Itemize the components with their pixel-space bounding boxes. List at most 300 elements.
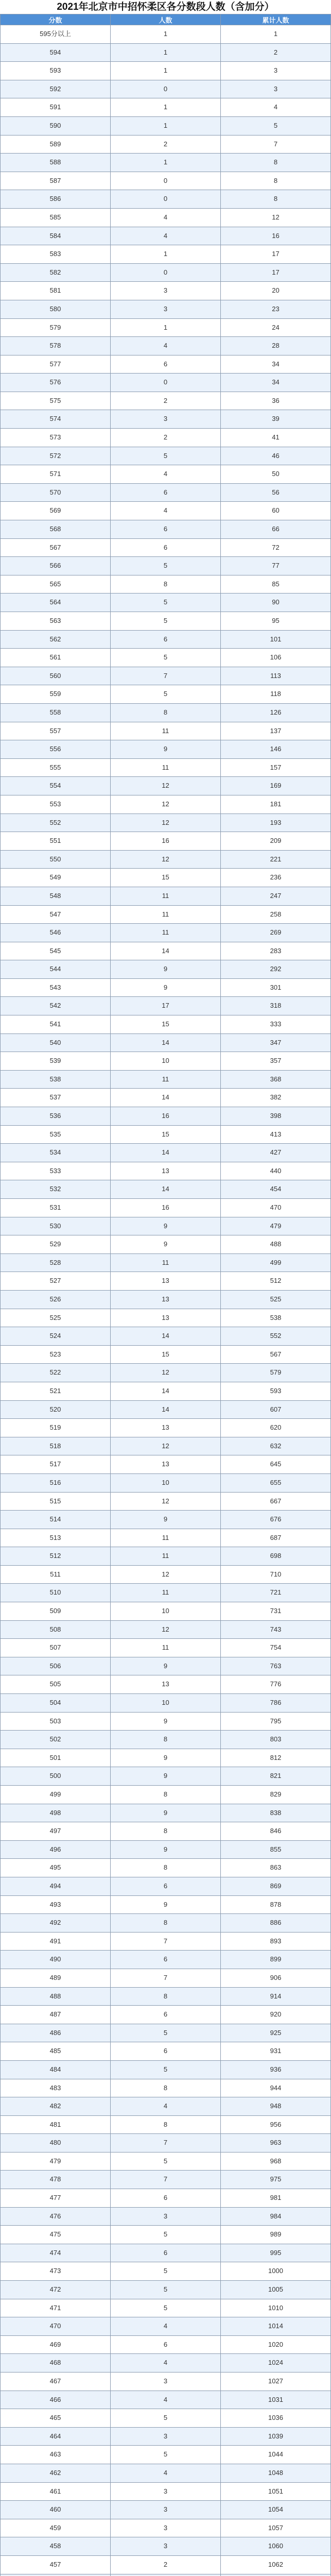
table-row xyxy=(1,2391,331,2409)
score-cell: 523 xyxy=(1,1345,111,1364)
table-row xyxy=(1,190,331,209)
cumulative-cell: 318 xyxy=(221,997,331,1015)
score-cell: 542 xyxy=(1,997,111,1015)
score-cell: 485 xyxy=(1,2042,111,2061)
cumulative-cell: 85 xyxy=(221,575,331,594)
table-row xyxy=(1,887,331,905)
table-row xyxy=(1,758,331,777)
score-cell: 530 xyxy=(1,1217,111,1235)
score-cell: 560 xyxy=(1,667,111,685)
table-row xyxy=(1,80,331,98)
score-cell: 545 xyxy=(1,942,111,960)
count-cell: 1 xyxy=(111,116,221,135)
cumulative-cell: 829 xyxy=(221,1786,331,1804)
score-cell xyxy=(1,2574,111,2576)
count-cell: 11 xyxy=(111,722,221,740)
cumulative-cell: 488 xyxy=(221,1235,331,1254)
table-row xyxy=(1,630,331,649)
score-cell: 534 xyxy=(1,1144,111,1162)
count-cell: 1 xyxy=(111,25,221,44)
cumulative-cell: 137 xyxy=(221,722,331,740)
count-cell: 2 xyxy=(111,429,221,447)
count-cell: 13 xyxy=(111,1455,221,1474)
table-row xyxy=(1,942,331,960)
cumulative-cell: 906 xyxy=(221,1969,331,1987)
cumulative-cell: 17 xyxy=(221,245,331,264)
table-row xyxy=(1,2262,331,2281)
score-cell: 594 xyxy=(1,43,111,62)
score-cell: 470 xyxy=(1,2317,111,2336)
cumulative-cell: 786 xyxy=(221,1694,331,1713)
score-cell: 553 xyxy=(1,795,111,814)
count-cell: 3 xyxy=(111,410,221,429)
cumulative-cell: 368 xyxy=(221,1070,331,1089)
cumulative-cell: 90 xyxy=(221,594,331,612)
score-cell: 500 xyxy=(1,1767,111,1786)
cumulative-cell: 1010 xyxy=(221,2299,331,2317)
count-cell: 12 xyxy=(111,1565,221,1584)
table-row xyxy=(1,1437,331,1455)
table-row xyxy=(1,2372,331,2391)
header-row xyxy=(1,14,331,25)
cumulative-cell: 795 xyxy=(221,1712,331,1731)
count-cell: 11 xyxy=(111,1253,221,1272)
count-cell: 5 xyxy=(111,2446,221,2464)
cumulative-cell: 846 xyxy=(221,1822,331,1841)
count-cell: 13 xyxy=(111,1290,221,1309)
cumulative-cell: 269 xyxy=(221,924,331,942)
cumulative-cell: 1048 xyxy=(221,2464,331,2482)
table-row xyxy=(1,43,331,62)
cumulative-cell: 236 xyxy=(221,869,331,887)
score-cell: 518 xyxy=(1,1437,111,1455)
table-row xyxy=(1,2042,331,2061)
table-row xyxy=(1,2244,331,2262)
score-cell: 478 xyxy=(1,2171,111,2189)
cumulative-cell: 1024 xyxy=(221,2354,331,2372)
cumulative-cell: 8 xyxy=(221,172,331,190)
count-cell: 6 xyxy=(111,2006,221,2024)
count-cell: 3 xyxy=(111,2501,221,2519)
cumulative-cell: 863 xyxy=(221,1859,331,1877)
count-cell: 6 xyxy=(111,2335,221,2354)
cumulative-cell: 66 xyxy=(221,520,331,539)
cumulative-cell: 427 xyxy=(221,1144,331,1162)
count-cell: 14 xyxy=(111,942,221,960)
count-cell: 5 xyxy=(111,2299,221,2317)
cumulative-cell: 193 xyxy=(221,814,331,832)
table-row xyxy=(1,2281,331,2299)
score-cell: 557 xyxy=(1,722,111,740)
cumulative-cell: 28 xyxy=(221,337,331,355)
table-row xyxy=(1,649,331,667)
count-cell: 11 xyxy=(111,1529,221,1547)
cumulative-cell: 538 xyxy=(221,1309,331,1327)
count-cell: 10 xyxy=(111,1694,221,1713)
count-cell: 5 xyxy=(111,594,221,612)
cumulative-cell: 776 xyxy=(221,1675,331,1694)
count-cell: 12 xyxy=(111,1492,221,1511)
count-cell: 3 xyxy=(111,300,221,318)
score-cell: 595分以上 xyxy=(1,25,111,44)
score-cell: 583 xyxy=(1,245,111,264)
count-cell: 9 xyxy=(111,1840,221,1859)
table-row xyxy=(1,667,331,685)
count-cell: 3 xyxy=(111,2482,221,2501)
count-cell: 6 xyxy=(111,1951,221,1969)
score-cell: 541 xyxy=(1,1015,111,1034)
score-cell: 469 xyxy=(1,2335,111,2354)
count-cell: 11 xyxy=(111,1639,221,1657)
table-row xyxy=(1,227,331,245)
table-row xyxy=(1,154,331,172)
count-cell: 1 xyxy=(111,154,221,172)
cumulative-cell: 209 xyxy=(221,832,331,851)
cumulative-cell: 893 xyxy=(221,1932,331,1951)
cumulative-cell: 8 xyxy=(221,190,331,209)
cumulative-cell: 914 xyxy=(221,1987,331,2006)
count-cell: 6 xyxy=(111,538,221,557)
cumulative-cell: 470 xyxy=(221,1199,331,1217)
cumulative-cell: 8 xyxy=(221,154,331,172)
table-row xyxy=(1,1070,331,1089)
score-cell: 492 xyxy=(1,1914,111,1933)
table-row xyxy=(1,1033,331,1052)
table-row xyxy=(1,1272,331,1291)
table-row xyxy=(1,1364,331,1382)
score-cell: 552 xyxy=(1,814,111,832)
score-cell: 490 xyxy=(1,1951,111,1969)
table-row xyxy=(1,740,331,759)
cumulative-cell: 113 xyxy=(221,667,331,685)
cumulative-cell: 886 xyxy=(221,1914,331,1933)
table-row xyxy=(1,318,331,337)
table-row xyxy=(1,1529,331,1547)
table-row xyxy=(1,374,331,392)
cumulative-cell: 146 xyxy=(221,740,331,759)
cumulative-cell: 936 xyxy=(221,2060,331,2079)
count-cell: 13 xyxy=(111,1272,221,1291)
cumulative-cell: 743 xyxy=(221,1620,331,1639)
count-cell: 0 xyxy=(111,263,221,282)
table-row xyxy=(1,905,331,924)
table-row xyxy=(1,1052,331,1071)
cumulative-cell: 3 xyxy=(221,62,331,80)
score-cell: 559 xyxy=(1,685,111,704)
count-cell: 10 xyxy=(111,1602,221,1621)
count-cell: 5 xyxy=(111,2060,221,2079)
score-cell: 577 xyxy=(1,355,111,374)
cumulative-cell: 721 xyxy=(221,1584,331,1602)
score-cell: 484 xyxy=(1,2060,111,2079)
score-cell: 472 xyxy=(1,2281,111,2299)
table-row xyxy=(1,924,331,942)
cumulative-cell: 283 xyxy=(221,942,331,960)
cumulative-cell: 1014 xyxy=(221,2317,331,2336)
cumulative-cell: 593 xyxy=(221,1382,331,1400)
score-cell: 464 xyxy=(1,2427,111,2446)
count-cell: 2 xyxy=(111,2555,221,2574)
count-cell: 9 xyxy=(111,740,221,759)
count-cell: 16 xyxy=(111,832,221,851)
table-row xyxy=(1,1382,331,1400)
count-cell: 4 xyxy=(111,2354,221,2372)
score-cell: 533 xyxy=(1,1162,111,1180)
count-cell: 9 xyxy=(111,1511,221,1529)
cumulative-cell: 676 xyxy=(221,1511,331,1529)
count-cell: 8 xyxy=(111,575,221,594)
cumulative-cell: 855 xyxy=(221,1840,331,1859)
score-cell: 582 xyxy=(1,263,111,282)
cumulative-cell: 50 xyxy=(221,465,331,484)
count-cell: 9 xyxy=(111,1767,221,1786)
count-cell: 4 xyxy=(111,208,221,227)
cumulative-cell: 1000 xyxy=(221,2262,331,2281)
cumulative-cell: 956 xyxy=(221,2115,331,2134)
table-row xyxy=(1,1749,331,1767)
score-cell: 458 xyxy=(1,2537,111,2556)
table-row xyxy=(1,832,331,851)
table-row xyxy=(1,1951,331,1969)
cumulative-cell: 440 xyxy=(221,1162,331,1180)
table-row xyxy=(1,2060,331,2079)
score-cell: 506 xyxy=(1,1657,111,1675)
cumulative-cell: 36 xyxy=(221,392,331,410)
score-cell: 471 xyxy=(1,2299,111,2317)
cumulative-cell: 1027 xyxy=(221,2372,331,2391)
table-row xyxy=(1,997,331,1015)
table-row xyxy=(1,282,331,300)
count-cell: 8 xyxy=(111,703,221,722)
score-cell: 548 xyxy=(1,887,111,905)
cumulative-cell: 567 xyxy=(221,1345,331,1364)
count-cell: 4 xyxy=(111,2391,221,2409)
cumulative-cell: 645 xyxy=(221,1455,331,1474)
score-cell: 580 xyxy=(1,300,111,318)
cumulative-cell: 77 xyxy=(221,557,331,575)
cumulative-cell: 413 xyxy=(221,1125,331,1144)
score-cell: 536 xyxy=(1,1107,111,1126)
score-cell: 466 xyxy=(1,2391,111,2409)
count-cell: 17 xyxy=(111,997,221,1015)
count-cell: 0 xyxy=(111,80,221,98)
count-cell: 9 xyxy=(111,1749,221,1767)
score-cell: 512 xyxy=(1,1547,111,1566)
score-cell: 570 xyxy=(1,483,111,502)
score-cell: 532 xyxy=(1,1180,111,1199)
table-row xyxy=(1,1473,331,1492)
score-cell: 475 xyxy=(1,2226,111,2244)
table-row xyxy=(1,612,331,631)
table-row xyxy=(1,1712,331,1731)
table-row xyxy=(1,1511,331,1529)
score-cell: 574 xyxy=(1,410,111,429)
cumulative-cell: 34 xyxy=(221,355,331,374)
score-cell: 524 xyxy=(1,1327,111,1346)
count-cell: 4 xyxy=(111,2317,221,2336)
count-cell: 14 xyxy=(111,1144,221,1162)
score-cell: 540 xyxy=(1,1033,111,1052)
table-row xyxy=(1,1253,331,1272)
cumulative-cell: 1044 xyxy=(221,2446,331,2464)
count-cell: 11 xyxy=(111,1584,221,1602)
cumulative-cell: 698 xyxy=(221,1547,331,1566)
score-cell: 498 xyxy=(1,1804,111,1822)
table-row xyxy=(1,1162,331,1180)
table-row xyxy=(1,1419,331,1437)
count-cell: 12 xyxy=(111,814,221,832)
score-cell: 504 xyxy=(1,1694,111,1713)
count-cell: 4 xyxy=(111,2464,221,2482)
count-cell: 0 xyxy=(111,374,221,392)
score-cell: 539 xyxy=(1,1052,111,1071)
count-cell: 3 xyxy=(111,2427,221,2446)
count-cell: 6 xyxy=(111,520,221,539)
table-row xyxy=(1,116,331,135)
count-cell: 4 xyxy=(111,227,221,245)
cumulative-cell: 812 xyxy=(221,1749,331,1767)
table-row xyxy=(1,245,331,264)
score-cell: 575 xyxy=(1,392,111,410)
cumulative-cell: 525 xyxy=(221,1290,331,1309)
table-row xyxy=(1,1547,331,1566)
count-cell: 3 xyxy=(111,282,221,300)
table-row xyxy=(1,814,331,832)
cumulative-cell: 398 xyxy=(221,1107,331,1126)
count-cell: 12 xyxy=(111,1437,221,1455)
table-row xyxy=(1,25,331,44)
count-cell: 8 xyxy=(111,1859,221,1877)
cumulative-cell: 499 xyxy=(221,1253,331,1272)
score-cell: 477 xyxy=(1,2189,111,2208)
score-cell: 551 xyxy=(1,832,111,851)
cumulative-cell: 1062 xyxy=(221,2555,331,2574)
table-row xyxy=(1,1180,331,1199)
score-cell: 502 xyxy=(1,1731,111,1749)
table-row xyxy=(1,1602,331,1621)
table-row xyxy=(1,263,331,282)
score-cell: 562 xyxy=(1,630,111,649)
count-cell: 7 xyxy=(111,1969,221,1987)
table-row xyxy=(1,850,331,869)
cumulative-cell: 620 xyxy=(221,1419,331,1437)
cumulative-cell: 479 xyxy=(221,1217,331,1235)
cumulative-cell: 931 xyxy=(221,2042,331,2061)
cumulative-cell: 948 xyxy=(221,2097,331,2116)
cumulative-cell: 981 xyxy=(221,2189,331,2208)
score-cell: 467 xyxy=(1,2372,111,2391)
score-cell: 592 xyxy=(1,80,111,98)
page-title: 2021年北京市中招怀柔区各分数段人数（含加分） xyxy=(57,2,274,12)
cumulative-cell: 944 xyxy=(221,2079,331,2097)
count-cell: 4 xyxy=(111,337,221,355)
count-cell: 7 xyxy=(111,667,221,685)
table-row xyxy=(1,978,331,997)
count-cell: 6 xyxy=(111,630,221,649)
count-cell: 4 xyxy=(111,502,221,520)
cumulative-cell: 710 xyxy=(221,1565,331,1584)
count-cell: 3 xyxy=(111,2537,221,2556)
score-cell: 522 xyxy=(1,1364,111,1382)
score-cell: 565 xyxy=(1,575,111,594)
count-cell: 8 xyxy=(111,2079,221,2097)
cumulative-cell: 869 xyxy=(221,1877,331,1895)
score-cell: 480 xyxy=(1,2134,111,2153)
table-row xyxy=(1,1969,331,1987)
cumulative-cell: 803 xyxy=(221,1731,331,1749)
count-cell xyxy=(111,2574,221,2576)
cumulative-cell: 95 xyxy=(221,612,331,631)
table-row xyxy=(1,2335,331,2354)
cumulative-cell: 579 xyxy=(221,1364,331,1382)
count-cell: 8 xyxy=(111,1731,221,1749)
table-row xyxy=(1,1290,331,1309)
cumulative-cell: 512 xyxy=(221,1272,331,1291)
count-cell: 5 xyxy=(111,2226,221,2244)
count-cell: 12 xyxy=(111,1364,221,1382)
cumulative-cell: 106 xyxy=(221,649,331,667)
cumulative-cell: 1005 xyxy=(221,2281,331,2299)
score-cell: 515 xyxy=(1,1492,111,1511)
cumulative-cell: 687 xyxy=(221,1529,331,1547)
count-cell: 5 xyxy=(111,2409,221,2428)
score-cell: 567 xyxy=(1,538,111,557)
table-row xyxy=(1,1895,331,1914)
count-cell: 6 xyxy=(111,2189,221,2208)
score-cell: 514 xyxy=(1,1511,111,1529)
cumulative-cell: 995 xyxy=(221,2244,331,2262)
score-cell: 561 xyxy=(1,649,111,667)
table-row xyxy=(1,869,331,887)
table-row xyxy=(1,483,331,502)
cumulative-cell: 878 xyxy=(221,1895,331,1914)
count-cell: 12 xyxy=(111,795,221,814)
score-cell: 571 xyxy=(1,465,111,484)
count-cell: 15 xyxy=(111,1125,221,1144)
table-row xyxy=(1,685,331,704)
cumulative-cell: 1020 xyxy=(221,2335,331,2354)
count-cell: 4 xyxy=(111,2097,221,2116)
count-cell: 6 xyxy=(111,2244,221,2262)
count-cell: 14 xyxy=(111,1033,221,1052)
table-row xyxy=(1,1015,331,1034)
cumulative-cell: 1 xyxy=(221,25,331,44)
table-row xyxy=(1,2555,331,2574)
score-cell: 528 xyxy=(1,1253,111,1272)
cumulative-cell: 3 xyxy=(221,80,331,98)
cumulative-cell: 1036 xyxy=(221,2409,331,2428)
cumulative-cell: 963 xyxy=(221,2134,331,2153)
score-cell: 503 xyxy=(1,1712,111,1731)
cumulative-cell: 1051 xyxy=(221,2482,331,2501)
count-cell: 14 xyxy=(111,1382,221,1400)
score-cell: 537 xyxy=(1,1089,111,1107)
table-row xyxy=(1,1144,331,1162)
table-row xyxy=(1,1345,331,1364)
score-cell: 590 xyxy=(1,116,111,135)
count-cell: 9 xyxy=(111,1804,221,1822)
count-cell: 0 xyxy=(111,190,221,209)
count-cell: 3 xyxy=(111,2519,221,2537)
table-row xyxy=(1,1675,331,1694)
cumulative-cell: 4 xyxy=(221,98,331,117)
cumulative-cell: 126 xyxy=(221,703,331,722)
table-row xyxy=(1,1455,331,1474)
score-cell: 581 xyxy=(1,282,111,300)
table-row xyxy=(1,2006,331,2024)
cumulative-cell: 1039 xyxy=(221,2427,331,2446)
table-row xyxy=(1,392,331,410)
